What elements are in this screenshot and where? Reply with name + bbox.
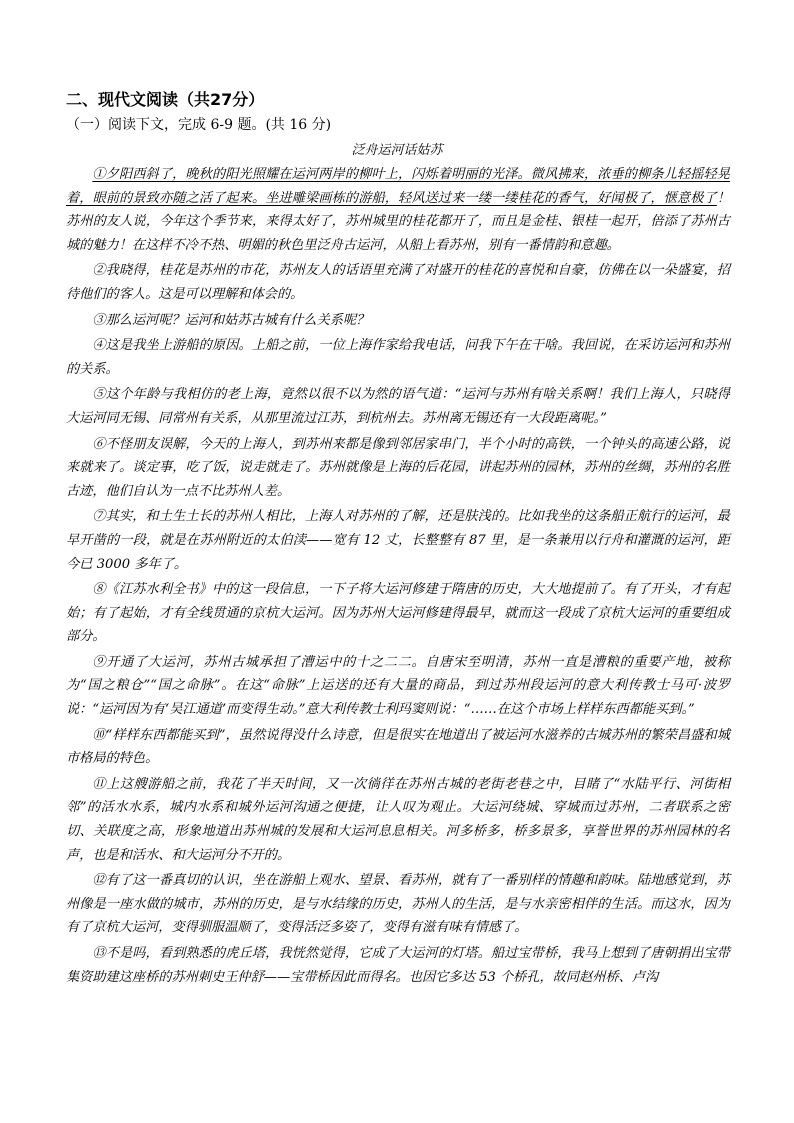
paragraph-5: ⑤这个年龄与我相仿的老上海，竟然以很不以为然的语气道：“运河与苏州有啥关系啊！我们上海人，只晓得大运河同无锡、同常州有关系，从那里流过江苏，到杭州去。苏州离无锡还有一大段距离呢。” [66, 387, 730, 426]
paragraph-11: ⑪上这艘游船之前，我花了半天时间，又一次徜徉在苏州古城的老街老巷之中，目睹了“水陆平行、河街相邻”的活水水系，城内水系和城外运河沟通之便捷，让人叹为观止。大运河绕城、穿城而过苏州，二者联系之密切、关联度之高，形象地道出苏州城的发展和大运河息息相关。河多桥多，桥多景多，享誉世界的苏州园林的名声，也是和活水、和大运河分不开的。 [66, 776, 730, 863]
paragraph-13: ⑬不是吗，看到熟悉的虎丘塔，我恍然觉得，它成了大运河的灯塔。船过宝带桥，我马上想到了唐朝捐出宝带集资助建这座桥的苏州刺史王仲舒——宝带桥因此而得名。也因它多达 53 个桥孔，故同赵州桥、卢沟 [66, 946, 730, 985]
paragraph-6: ⑥不怪朋友误解，今天的上海人，到苏州来都是像到邻居家串门，半个小时的高铁，一个钟头的高速公路，说来就来了。谈定事，吃了饭，说走就走了。苏州就像是上海的后花园，讲起苏州的园林，苏州的丝绸，苏州的名胜古迹，他们自认为一点不比苏州人差。 [66, 436, 730, 499]
paragraph-12: ⑫有了这一番真切的认识，坐在游船上观水、望景、看苏州，就有了一番别样的情趣和韵味。陆地感觉到，苏州像是一座水做的城市，苏州的历史，是与水结缘的历史，苏州人的生活，是与水亲密相伴的生活。而这水，因为有了京杭大运河，变得驯服温顺了，变得活泛多姿了，变得有滋有味有情感了。 [66, 873, 730, 936]
paragraph-8: ⑧《江苏水利全书》中的这一段信息，一下子将大运河修建于隋唐的历史，大大地提前了。有了开头，才有起始；有了起始，才有全线贯通的京杭大运河。因为苏州大运河修建得最早，就而这一段成了京杭大运河的重要组成部分。 [66, 582, 730, 645]
paragraph-7: ⑦其实，和土生土长的苏州人相比，上海人对苏州的了解，还是肤浅的。比如我坐的这条船正航行的运河，最早开凿的一段，就是在苏州附近的太伯渎——宽有 12 丈，长整整有 87 里，是一条兼用以行舟和灌溉的运河，距今已 3000 多年了。 [66, 509, 730, 572]
article-title: 泛舟运河话姑苏 [351, 143, 443, 158]
paragraph-4: ④这是我坐上游船的原因。上船之前，一位上海作家给我电话，问我下午在干啥。我回说，在采访运河和苏州的关系。 [66, 338, 730, 377]
article-body [66, 163, 730, 991]
paragraph-10: ⑩“样样东西都能买到”，虽然说得没什么诗意，但是很实在地道出了被运河水滋养的古城苏州的繁荣昌盛和城市格局的特色。 [66, 727, 730, 767]
paragraph-2: ②我晓得，桂花是苏州的市花，苏州友人的话语里充满了对盛开的桂花的喜悦和自豪，仿佛在以一朵盛宴，招待他们的客人。这是可以理解和体会的。 [66, 263, 730, 302]
underlined-passage: ①夕阳西斜了，晚秋的阳光照耀在运河两岸的柳叶上，闪烁着明丽的光泽。微风拂来，浓垂的柳条儿轻摇轻晃着，眼前的景致亦随之活了起来。坐进雕梁画栋的游船，轻风送过来一缕一缕桂花的香气，好闻极了，惬意极了 [66, 167, 730, 206]
section-heading: 二、现代文阅读（共27分） [66, 90, 265, 109]
paragraph-1 [66, 163, 730, 257]
paragraph-1-rest: ！苏州的友人说，今年这个季节来，来得太好了，苏州城里的桂花都开了，而且是金桂、银桂一起开，倍添了苏州古城的魅力！在这样不冷不热、明媚的秋色里泛舟古运河，从船上看苏州，别有一番情韵和意趣。 [66, 190, 730, 253]
paragraph-3: ③那么运河呢？运河和姑苏古城有什么关系呢？ [92, 312, 370, 328]
paragraph-9: ⑨开通了大运河，苏州古城承担了漕运中的十之二二。自唐宋至明清，苏州一直是漕粮的重要产地，被称为“国之粮仓”“国之命脉”。在这“命脉”上运送的还有大量的商品，到过苏州段运河的意大利传教士马可·波罗说：“运河因为有‘吴江通道’而变得生动。”意大利传教士利玛窦则说：“……在这个市场上样样东西都能买到。” [66, 654, 730, 718]
question-instruction: （一）阅读下文，完成 6-9 题。(共 16 分) [66, 117, 332, 133]
